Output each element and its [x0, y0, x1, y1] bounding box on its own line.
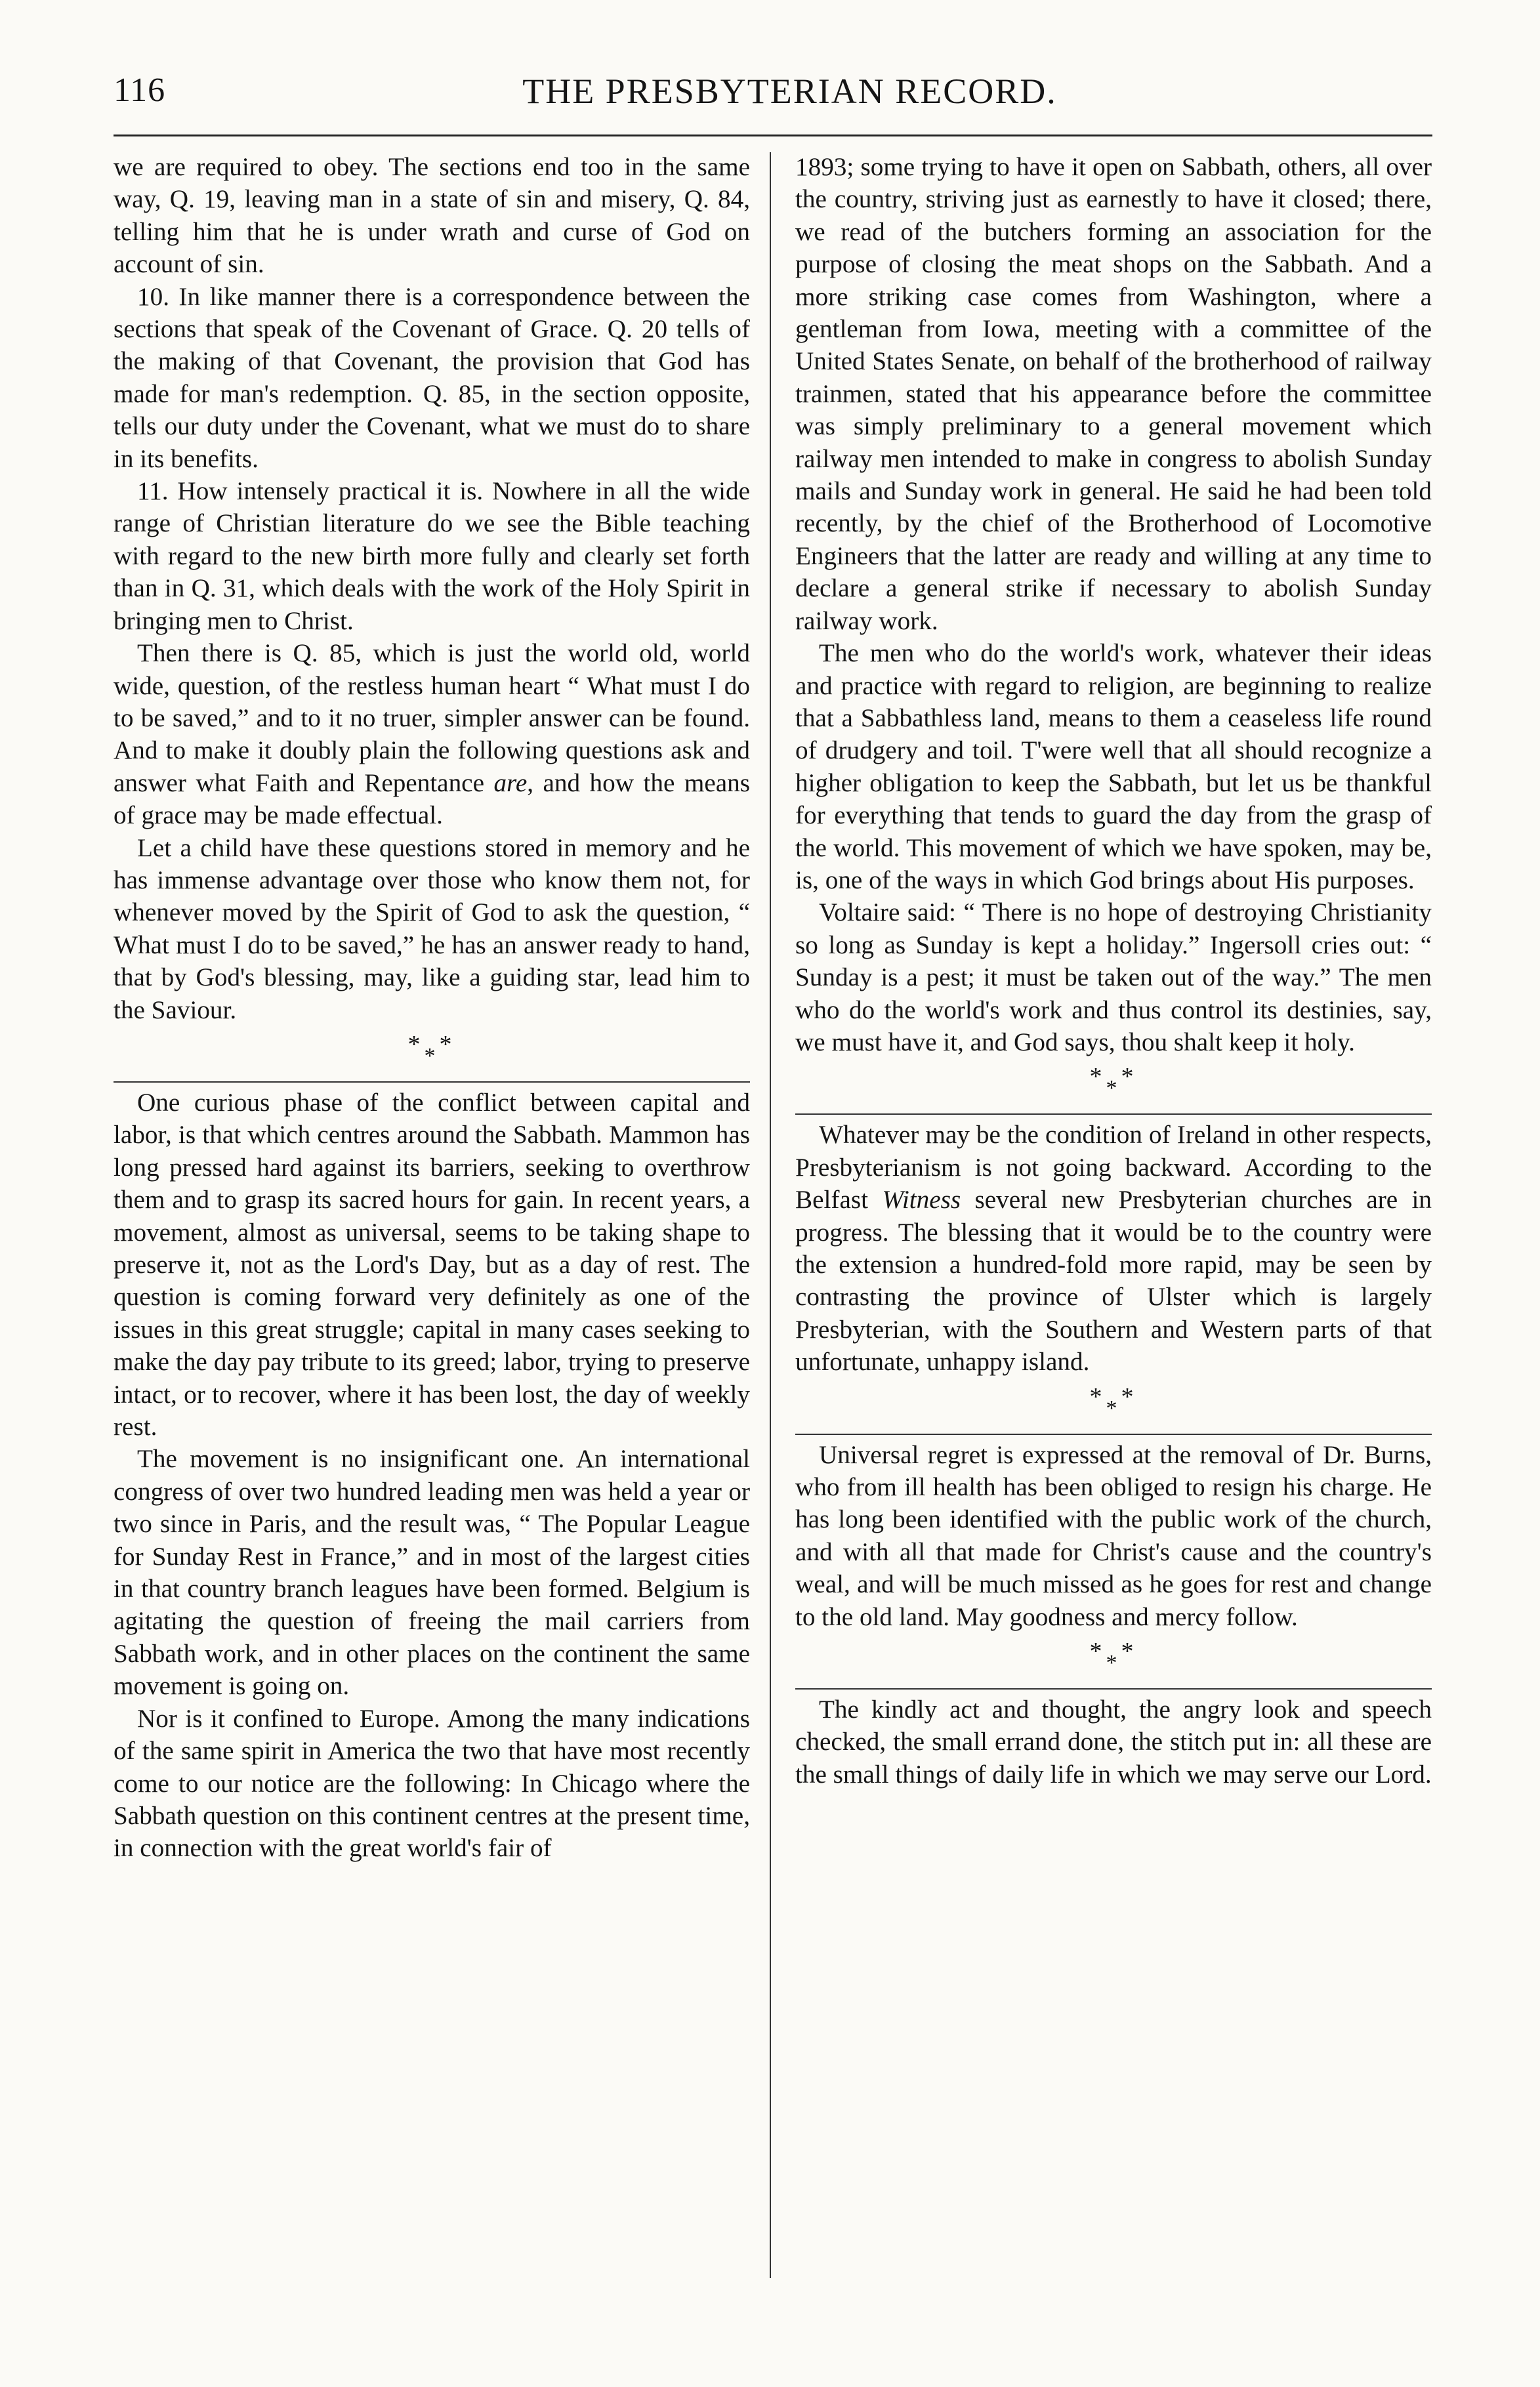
section-divider	[114, 1081, 750, 1083]
right-column	[795, 151, 1432, 1791]
paragraph: Nor is it confined to Europe. Among the many indications of the same spirit in America the two that have most recently come to our notice are the following: In Chicago where the Sabbath question on this continent centres at the present time, in connection with the great world's fair of	[114, 1704, 750, 1863]
section-divider	[795, 1113, 1432, 1115]
text-run: several new Presbyterian churches are in progress. The blessing that it would be to the country were the extension a hundred-fold more rapid, may be seen by contrasting the province of Ulster which is largely Presbyterian, with the Southern and Western parts of that unfortunate, unhappy island.	[795, 1186, 1432, 1377]
paragraph: we are required to obey. The sections end too in the same way, Q. 19, leaving man in a state of sin and misery, Q. 84, telling him that he is under wrath and curse of God on account of sin.	[114, 153, 750, 279]
section-divider	[795, 1434, 1432, 1435]
paragraph: 1893; some trying to have it open on Sabbath, others, all over the country, striving just as earnestly to have it closed; there, we read of the butchers forming an association for the purpose of closing the meat shops on the Sabbath. And a more striking case comes from Washington, where a gentleman from Iowa, meeting with a committee of the United States Senate, on behalf of the brotherhood of railway trainmen, stated that his appearance before the committee was simply preliminary to a general movement which railway men intended to make in congress to abolish Sunday mails and Sunday work in general. He said he had been told recently, by the chief of the Brotherhood of Locomotive Engineers that the latter are ready and willing at any time to declare a general strike if necessary to abolish Sunday railway work.	[795, 153, 1432, 635]
asterism-divider: ***	[1089, 1382, 1138, 1421]
text-run: Whatever may be the condition of Ireland in other respects, Presbyterianism is not going backward. According to the Belfast	[795, 1121, 1432, 1214]
paragraph: The men who do the world's work, whatever their ideas and practice with regard to religion, are beginning to realize that a Sabbathless land, means to them a ceaseless life round of drudgery and toil. T'were well that all should recognize a higher obligation to keep the Sabbath, but let us be thankful for everything that tends to guard the day from the grasp of the world. This movement of which we have spoken, may be, is, one of the ways in which God brings about His purposes.	[795, 639, 1432, 894]
paragraph: 11. How intensely practical it is. Nowhere in all the wide range of Christian literature do we see the Bible teaching with regard to the new birth more fully and clearly set forth than in Q. 31, which deals with the work of the Holy Spirit in bringing men to Christ.	[114, 477, 750, 635]
paragraph: The movement is no insignificant one. An international congress of over two hundred leading men was held a year or two since in Paris, and the result was, “ The Popular League for Sunday Rest in France,” and in most of the largest cities in that country branch leagues have been formed. Belgium is agitating the question of freeing the mail carriers from Sabbath work, and in other places on the continent the same movement is going on.	[114, 1445, 750, 1701]
paragraph: The kindly act and thought, the angry look and speech checked, the small errand done, the stitch put in: all these are the small things of daily life in which we may serve our Lord.	[795, 1695, 1432, 1789]
paragraph	[795, 1119, 1432, 1378]
page-number: 116	[114, 72, 166, 109]
paragraph	[114, 637, 750, 831]
paragraph: One curious phase of the conflict between capital and labor, is that which centres around the Sabbath. Mammon has long pressed hard against its barriers, seeking to overthrow them and to grasp its sacred hours for gain. In recent years, a movement, almost as universal, seems to be taking shape to preserve it, not as the Lord's Day, but as a day of rest. The question is coming forward very definitely as one of the issues in this great struggle; capital in many cases seeking to make the day pay tribute to its greed; labor, trying to preserve intact, or to recover, where it has been lost, the day of weekly rest.	[114, 1088, 750, 1442]
italic-text: are	[493, 768, 528, 797]
column-rule	[770, 152, 771, 2278]
text-run: , and how the means of grace may be made effectual.	[114, 768, 750, 830]
asterism-divider: ***	[1089, 1638, 1138, 1676]
italic-text: Witness	[882, 1186, 961, 1214]
section-divider	[795, 1688, 1432, 1690]
paragraph: 10. In like manner there is a correspondence between the sections that speak of the Covenant of Grace. Q. 20 tells of the making of that Covenant, the provision that God has made for man's redemption. Q. 85, in the section opposite, tells our duty under the Covenant, what we must do to share in its benefits.	[114, 282, 750, 473]
journal-title: THE PRESBYTERIAN RECORD.	[522, 72, 1057, 111]
header-rule	[114, 135, 1432, 136]
left-column	[114, 151, 750, 1865]
text-run: Then there is Q. 85, which is just the world old, world wide, question, of the restless human heart “ What must I do to be saved,” and to it no truer, simpler answer can be found. And to make it doubly plain the following questions ask and answer what Faith and Repentance	[114, 639, 750, 797]
paragraph: Voltaire said: “ There is no hope of destroying Christianity so long as Sunday is kept a holiday.” Ingersoll cries out: “ Sunday is a pest; it must be taken out of the way.” The men who do the world's work and thus control its destinies, say, we must have it, and God says, thou shalt keep it holy.	[795, 898, 1432, 1056]
asterism-divider: ***	[407, 1030, 456, 1068]
paragraph: Let a child have these questions stored in memory and he has immense advantage over those who know them not, for whenever moved by the Spirit of God to ask the question, “ What must I do to be saved,” he has an answer ready to hand, that by God's blessing, may, like a guiding star, lead him to the Saviour.	[114, 833, 750, 1024]
asterism-divider: ***	[1089, 1063, 1138, 1101]
paragraph: Universal regret is expressed at the removal of Dr. Burns, who from ill health has been obliged to resign his charge. He has long been identified with the public work of the church, and with all that made for Christ's cause and the country's weal, and will be much missed as he goes for rest and change to the old land. May goodness and mercy follow.	[795, 1440, 1432, 1631]
